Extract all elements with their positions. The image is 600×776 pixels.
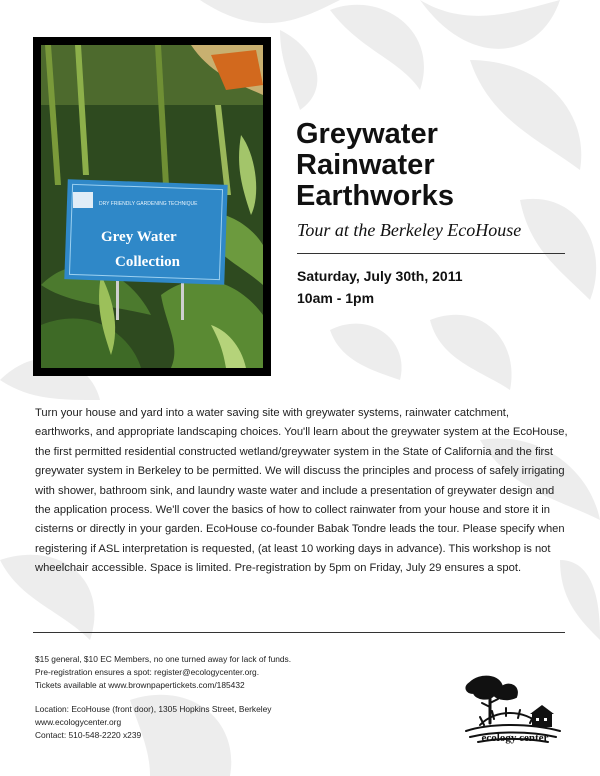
- title-line: Earthworks: [296, 180, 454, 212]
- event-title: [296, 119, 454, 212]
- divider: [297, 253, 565, 254]
- tickets-link[interactable]: Tickets available at www.brownpapertickets.com/185432: [35, 679, 245, 690]
- event-description: Turn your house and yard into a water saving site with greywater systems, rainwater catchment, earthworks, and appropriate landscaping choices. You'll learn about the greywater system at the EcoHouse, the first permitted residential constructed wetland/greywater system in the State of California and the first greywater system in Berkeley to be permitted. We will discuss the principles and process of safely irrigating with shower, bathroom sink, and laundry waste water and include a presentation of greywater design and the application process. We'll cover the basics of how to collect rainwater from your house and store it in cisterns or directly in your garden. EcoHouse co-founder Babak Tondre leads the tour. Please specify when registering if ASL interpretation is requested, (at least 10 working days in advance). This workshop is not wheelchair accessible. Space is limited. Pre-registration by 5pm on Friday, July 29 ensures a spot.: [35, 407, 568, 575]
- title-line: Rainwater: [296, 149, 435, 181]
- event-subtitle: Tour at the Berkeley EcoHouse: [297, 220, 522, 240]
- garden-photo: [41, 45, 263, 368]
- sign-line-1: Grey Water: [101, 229, 177, 245]
- pricing-text: $15 general, $10 EC Members, no one turned away for lack of funds.: [35, 654, 292, 664]
- registration-text[interactable]: Pre-registration ensures a spot: register@ecologycenter.org.: [35, 666, 260, 677]
- pricing-info: [35, 653, 291, 691]
- sign-line-2: Collection: [115, 254, 180, 270]
- divider: [33, 632, 565, 633]
- event-time: 10am - 1pm: [297, 290, 375, 306]
- location-text: Location: EcoHouse (front door), 1305 Hopkins Street, Berkeley: [35, 704, 272, 714]
- event-date: Saturday, July 30th, 2011: [297, 268, 463, 284]
- contact-info: [35, 703, 272, 741]
- sign-top-text: DRY FRIENDLY GARDENING TECHNIQUE: [99, 201, 198, 207]
- website-link[interactable]: www.ecologycenter.org: [35, 716, 122, 727]
- title-line: Greywater: [296, 118, 438, 150]
- contact-text: Contact: 510-548-2220 x239: [35, 729, 142, 740]
- event-photo: [33, 37, 271, 376]
- logo-name: ecology center: [481, 732, 549, 744]
